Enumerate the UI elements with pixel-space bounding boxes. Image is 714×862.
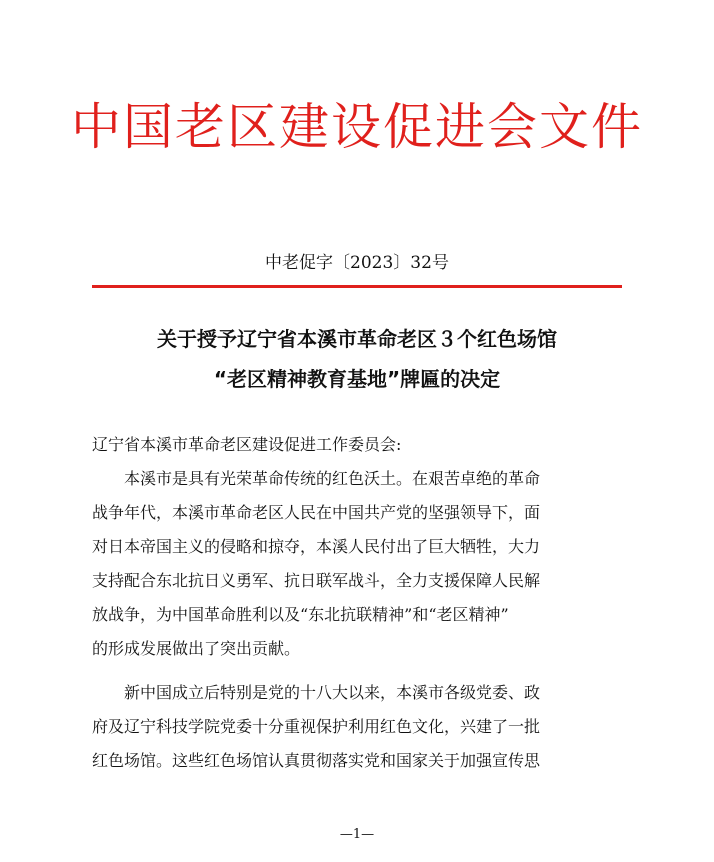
paragraph-2-line: 新中国成立后特别是党的十八大以来，本溪市各级党委、政 [124, 683, 541, 702]
paragraph-1-line: 放战争，为中国革命胜利以及“东北抗联精神”和“老区精神” [92, 605, 509, 624]
paragraph-1-line: 的形成发展做出了突出贡献。 [92, 639, 301, 658]
paragraph-2-line: 红色场馆。这些红色场馆认真贯彻落实党和国家关于加强宣传思 [92, 751, 541, 770]
paragraph-1-line: 对日本帝国主义的侵略和掠夺，本溪人民付出了巨大牺牲，大力 [92, 537, 541, 556]
salutation: 辽宁省本溪市革命老区建设促进工作委员会: [92, 435, 402, 454]
document-number: 中老促字〔2023〕32号 [265, 253, 449, 273]
page-number: —1— [339, 827, 375, 842]
red-divider [92, 285, 622, 288]
paragraph-1-line: 本溪市是具有光荣革命传统的红色沃土。在艰苦卓绝的革命 [124, 469, 541, 488]
document-title-line-2: “老区精神教育基地”牌匾的决定 [213, 367, 501, 391]
paragraph-1-line: 支持配合东北抗日义勇军、抗日联军战斗，全力支援保障人民解 [92, 571, 541, 590]
paragraph-1-line: 战争年代，本溪市革命老区人民在中国共产党的坚强领导下，面 [92, 503, 541, 522]
paragraph-2-line: 府及辽宁科技学院党委十分重视保护利用红色文化，兴建了一批 [92, 717, 541, 736]
document-title-line-1: 关于授予辽宁省本溪市革命老区３个红色场馆 [157, 327, 557, 351]
organization-title: 中国老区建设促进会文件 [71, 98, 643, 156]
